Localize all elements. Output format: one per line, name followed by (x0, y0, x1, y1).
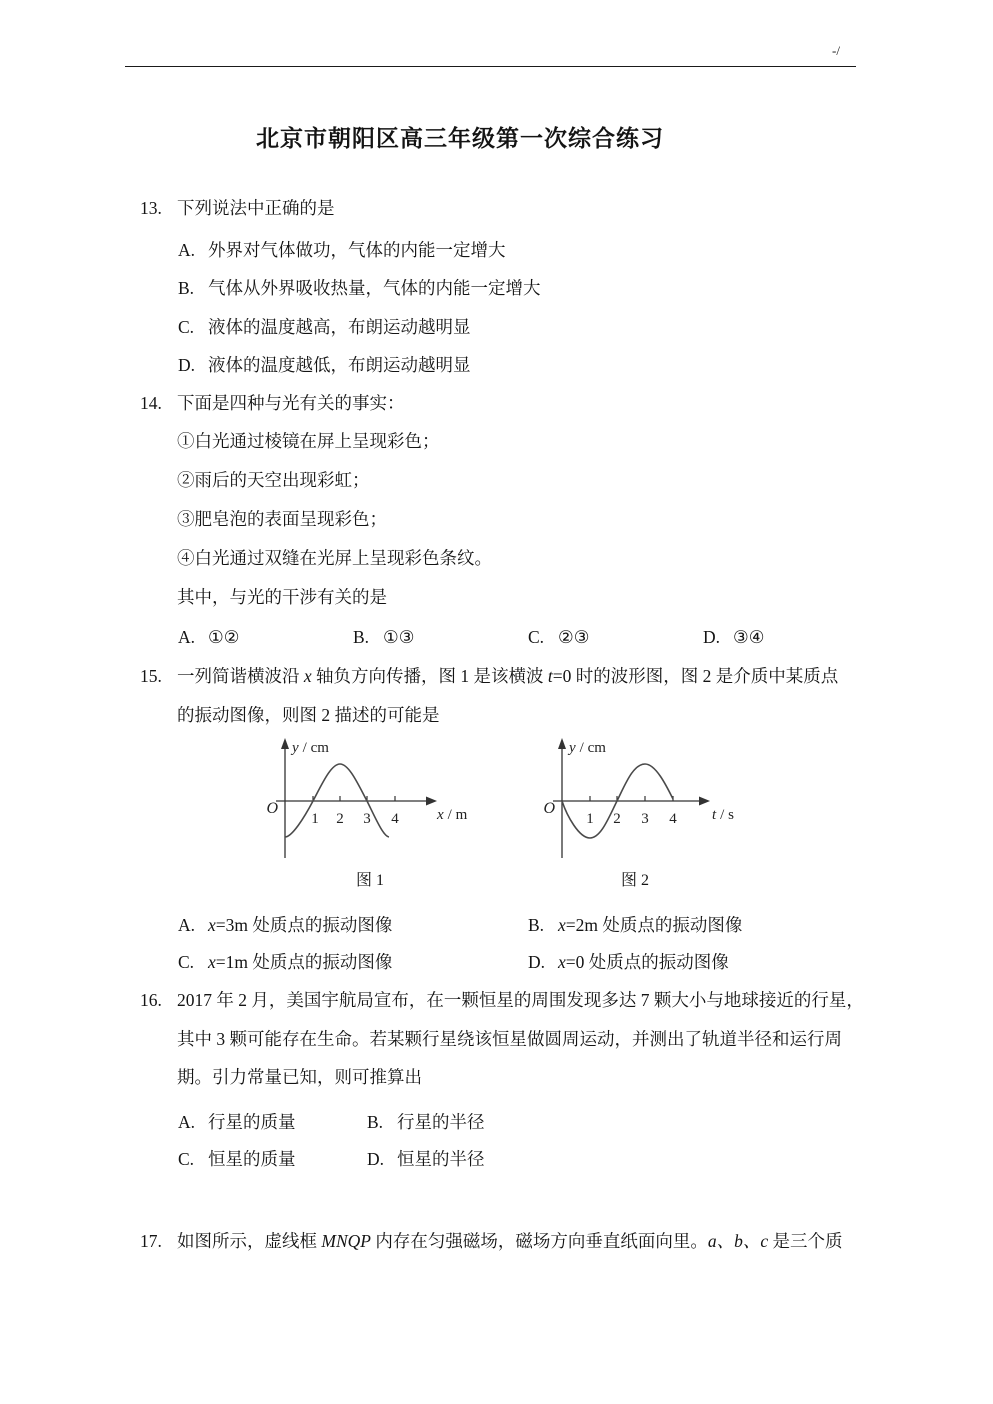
option-label: C. (178, 952, 195, 972)
stem-seg: 一列简谐横波沿 (177, 666, 304, 686)
stem-seg: =0 时的波形图，图 2 是介质中某质点 (552, 666, 839, 686)
fig2-y-axis-arrow (558, 738, 566, 749)
option-text: 行星的质量 (208, 1112, 296, 1132)
figure-1-waveform-graph (240, 735, 500, 870)
question-14-option-d (703, 626, 764, 649)
question-13-option-a (178, 239, 506, 262)
question-15-stem (140, 665, 838, 688)
option-text: 处质点的振动图像 (252, 915, 393, 935)
fig1-y-axis-arrow (281, 738, 289, 749)
fig1-x-axis-label: x / m (437, 807, 468, 823)
fig2-x-axis-arrow (699, 797, 710, 806)
option-text: 恒星的半径 (397, 1149, 485, 1169)
option-label: B. (178, 278, 195, 298)
option-text: 处质点的振动图像 (602, 915, 743, 935)
question-15-option-d (528, 951, 729, 974)
fig2-origin-label: O (543, 800, 555, 817)
fig1-x-axis-arrow (426, 797, 437, 806)
option-text: ③④ (733, 627, 765, 647)
question-14-option-b (353, 626, 414, 649)
fig2-tick-label-3: 3 (641, 811, 649, 827)
question-16-option-b (367, 1111, 485, 1134)
question-15-number: 15. (140, 666, 162, 686)
option-text: ②③ (558, 627, 590, 647)
fig2-tick-label-1: 1 (586, 811, 594, 827)
question-17-stem (140, 1230, 842, 1253)
option-label: D. (367, 1149, 385, 1169)
option-text: ①② (208, 627, 240, 647)
question-16-option-a (178, 1111, 296, 1134)
option-text: 处质点的振动图像 (252, 952, 393, 972)
option-eq: =0 (565, 952, 585, 972)
header-rule (125, 66, 856, 67)
question-14-option-a (178, 626, 239, 649)
fig1-tick-label-4: 4 (391, 811, 399, 827)
variable-x: x (558, 915, 566, 935)
option-text: 液体的温度越低，布朗运动越明显 (208, 355, 471, 375)
label-mnqp: MNQP (321, 1231, 371, 1251)
labels-abc: a、b、c (707, 1231, 769, 1251)
fig1-tick-label-2: 2 (336, 811, 344, 827)
stem-seg: 是三个质 (768, 1231, 843, 1251)
fig1-origin-label: O (266, 800, 278, 817)
option-label: C. (528, 627, 545, 647)
question-16-stem-line1: 2017 年 2 月，美国宇航局宣布，在一颗恒星的周围发现多达 7 颗大小与地球接近的行星， (177, 990, 864, 1010)
fig1-tick-label-1: 1 (311, 811, 319, 827)
stem-seg: 轴负方向传播，图 1 是该横波 (311, 666, 548, 686)
option-text: 气体从外界吸收热量，气体的内能一定增大 (208, 278, 541, 298)
figure-1-caption: 图 1 (355, 872, 384, 889)
question-13-number: 13. (140, 198, 162, 218)
variable-x: x (303, 666, 312, 686)
question-14-stem-text: 下面是四种与光有关的事实： (177, 393, 405, 413)
option-label: D. (178, 355, 196, 375)
option-text: 恒星的质量 (208, 1149, 296, 1169)
fig1-y-axis-label: y / cm (292, 740, 329, 756)
fig2-y-axis-label: y / cm (569, 740, 606, 756)
option-label: D. (703, 627, 721, 647)
question-16-option-c (178, 1148, 296, 1171)
variable-x: x (208, 952, 216, 972)
question-14-fact-2: ②雨后的天空出现彩虹； (177, 470, 370, 490)
question-15-stem-line2: 的振动图像，则图 2 描述的可能是 (177, 705, 440, 725)
question-14-stem (140, 392, 405, 415)
option-label: B. (367, 1112, 384, 1132)
question-14-option-c (528, 626, 589, 649)
option-text: 外界对气体做功，气体的内能一定增大 (208, 240, 506, 260)
fig2-tick-label-4: 4 (669, 811, 677, 827)
question-13-option-d (178, 354, 471, 377)
option-text: ①③ (383, 627, 415, 647)
question-16-option-d (367, 1148, 485, 1171)
option-eq: =1m (215, 952, 249, 972)
question-13-option-c (178, 316, 471, 339)
option-eq: =3m (215, 915, 249, 935)
fig2-tick-label-2: 2 (613, 811, 621, 827)
option-label: C. (178, 1149, 195, 1169)
option-text: 处质点的振动图像 (588, 952, 729, 972)
question-17-number: 17. (140, 1231, 162, 1251)
option-text: 液体的温度越高，布朗运动越明显 (208, 317, 471, 337)
variable-x: x (208, 915, 216, 935)
question-14-fact-4: ④白光通过双缝在光屏上呈现彩色条纹。 (177, 548, 492, 568)
option-label: B. (528, 915, 545, 935)
option-label: A. (178, 915, 196, 935)
variable-t: t (547, 666, 553, 686)
question-13-stem-text: 下列说法中正确的是 (177, 198, 335, 218)
stem-seg: 内存在匀强磁场，磁场方向垂直纸面向里。 (370, 1231, 708, 1251)
option-label: C. (178, 317, 195, 337)
stem-seg: 如图所示，虚线框 (177, 1231, 322, 1251)
question-15-option-b (528, 914, 742, 937)
question-14-fact-1: ①白光通过棱镜在屏上呈现彩色； (177, 431, 440, 451)
question-13-option-b (178, 277, 541, 300)
page-title: 北京市朝阳区高三年级第一次综合练习 (256, 126, 664, 151)
option-label: A. (178, 240, 196, 260)
question-16-stem-line2: 其中 3 颗可能存在生命。若某颗行星绕该恒星做圆周运动，并测出了轨道半径和运行周 (177, 1029, 842, 1049)
option-eq: =2m (565, 915, 599, 935)
fig2-x-axis-label: t / s (712, 807, 734, 823)
option-text: 行星的半径 (397, 1112, 485, 1132)
page-corner-mark: -/ (832, 43, 840, 58)
question-13-stem (140, 197, 335, 220)
question-15-option-c (178, 951, 392, 974)
question-14-prompt: 其中，与光的干涉有关的是 (177, 587, 387, 607)
question-16-number: 16. (140, 990, 162, 1010)
question-14-fact-3: ③肥皂泡的表面呈现彩色； (177, 509, 387, 529)
option-label: A. (178, 1112, 196, 1132)
fig1-tick-label-3: 3 (363, 811, 371, 827)
option-label: A. (178, 627, 196, 647)
variable-x: x (558, 952, 566, 972)
option-label: D. (528, 952, 546, 972)
question-15-option-a (178, 914, 392, 937)
question-16-stem-line3: 期。引力常量已知，则可推算出 (177, 1067, 422, 1087)
question-14-number: 14. (140, 393, 162, 413)
figure-2-vibration-graph (520, 735, 780, 870)
option-label: B. (353, 627, 370, 647)
figure-2-caption: 图 2 (620, 872, 649, 889)
question-16-stem (140, 989, 864, 1012)
